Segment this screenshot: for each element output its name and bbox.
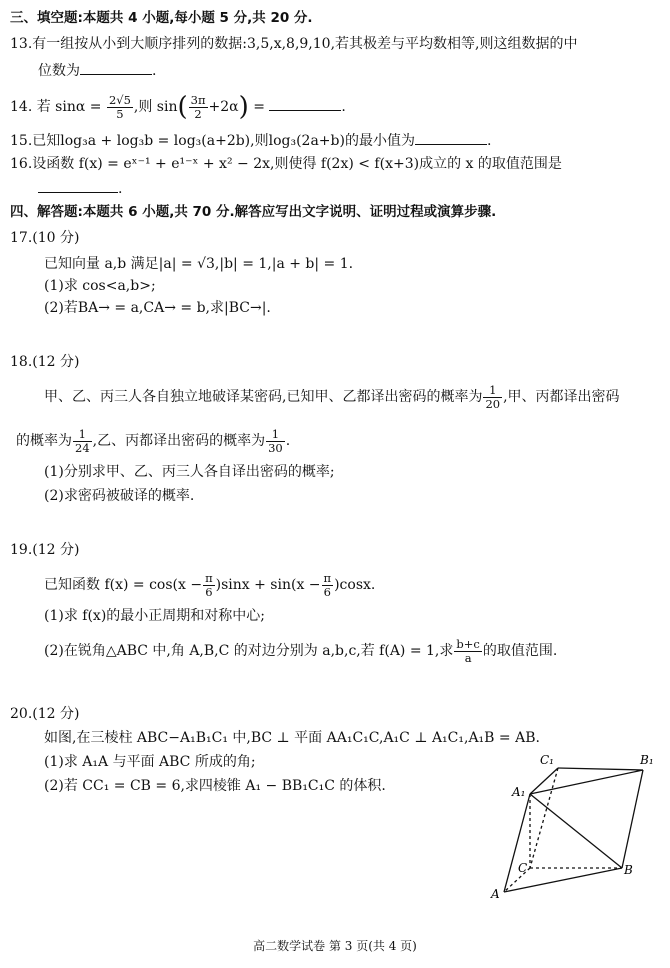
q19-frac-1 [203,572,215,599]
q18-frac2-den: 24 [75,440,90,455]
q18-frac-2 [73,428,92,455]
q14-frac1-den: 5 [116,106,124,121]
q18-l1-pre: 甲、乙、丙三人各自独立地破译某密码,已知甲、乙都译出密码的概率为 [44,389,483,405]
q19-part1: (1)求 f(x)的最小正周期和对称中心; [44,608,265,624]
q14-end: . [341,99,346,115]
q14-frac2-num: 3π [190,92,206,107]
q14-frac1-num: 2√5 [108,92,131,107]
label-A1: A₁ [512,785,526,799]
page-footer: 高二数学试卷 第 3 页(共 4 页) [253,939,417,953]
q20-stem: 如图,在三棱柱 ABC−A₁B₁C₁ 中,BC ⊥ 平面 AA₁C₁C,A₁C ⊥ A₁C₁,A₁B = AB. [44,730,540,746]
q17-part1: (1)求 cos<a,b>; [44,278,156,294]
q19-stem [44,568,375,602]
q20-header: 20.(12 分) [10,706,80,722]
q18-frac3-den: 30 [268,440,283,455]
q18-frac3-num: 1 [266,428,285,442]
q14-number: 14. [10,99,33,115]
q14-answer-blank[interactable] [269,96,341,111]
q19-s-pre: 已知函数 f(x) = cos(x − [44,577,203,593]
q19-frac-3 [454,638,481,665]
left-paren: ( [177,92,188,122]
q16-number: 16. [10,156,33,172]
question-16 [10,154,562,174]
q15-answer-blank[interactable] [415,130,487,145]
q13-line1: 有一组按从小到大顺序排列的数据:3,5,x,8,9,10,若其极差与平均数相等,则这组数据的中 [32,36,578,52]
q14-frac-1 [107,94,133,121]
q18-header: 18.(12 分) [10,354,80,370]
q18-l2-end: . [285,433,291,449]
q13-answer-blank[interactable] [80,60,152,75]
right-paren: ) [238,92,249,122]
q19-header: 19.(12 分) [10,542,80,558]
q19-frac-2 [322,572,334,599]
q13-end: . [152,63,157,79]
q15-number: 15. [10,133,33,149]
q14-pre: 若 sinα = [36,99,102,115]
q14-frac2-den: 2 [194,106,202,121]
q19-frac3-num: b+c [456,636,480,651]
q13-number: 13. [10,36,33,52]
question-13-cont [38,60,156,81]
label-B1: B₁ [640,753,654,767]
q14-mid: ,则 sin [133,99,178,115]
question-15 [10,130,491,151]
q18-frac-1 [483,384,502,411]
section-4-heading: 四、解答题:本题共 6 小题,共 70 分.解答应写出文字说明、证明过程或演算步骤. [10,204,497,220]
q16-end: . [118,181,123,197]
q19-frac3-den: a [464,650,472,665]
q18-part2: (2)求密码被破译的概率. [44,488,195,504]
section-3-heading: 三、填空题:本题共 4 小题,每小题 5 分,共 20 分. [10,10,313,26]
label-C: C [518,861,528,875]
q18-l2-mid: ,乙、丙都译出密码的概率为 [92,433,266,449]
q19-s-mid: )sinx + sin(x − [215,577,321,593]
q16-text: 设函数 f(x) = eˣ⁻¹ + e¹⁻ˣ + x² − 2x,则使得 f(2x) < f(x+3)成立的 x 的取值范围是 [32,156,562,172]
q19-p2-post: 的取值范围. [482,643,558,659]
q14-eq: = [253,99,265,115]
q17-header: 17.(10 分) [10,230,80,246]
q18-l2-pre: 的概率为 [16,433,72,449]
q19-frac2-den: 6 [323,584,331,599]
question-13 [10,34,577,54]
q19-part2 [44,634,557,668]
label-C1: C₁ [540,753,554,767]
q18-frac-3 [266,428,285,455]
label-B: B [624,863,633,877]
q15-end: . [486,133,492,149]
q16-answer-blank[interactable] [38,178,118,193]
q13-line2: 位数为 [38,63,80,79]
q19-p2-pre: (2)在锐角△ABC 中,角 A,B,C 的对边分别为 a,b,c,若 f(A) = 1,求 [44,643,454,659]
q15-text: 已知log₃a + log₃b = log₃(a+2b),则log₃(2a+b)的最小值为 [32,133,415,149]
q14-frac-2 [189,94,208,121]
prism-diagram [488,752,660,902]
q18-l1-post: ,甲、丙都译出密码 [503,389,620,405]
q18-line1 [44,380,620,414]
q19-frac1-num: π [205,570,213,585]
q18-line2 [16,424,290,458]
q17-stem: 已知向量 a,b 满足|a| = √3,|b| = 1,|a + b| = 1. [44,256,354,272]
q14-after: +2α [208,99,239,115]
q17-part2: (2)若BA→ = a,CA→ = b,求|BC→|. [44,300,271,316]
q19-frac2-num: π [323,570,332,585]
q19-s-post: )cosx. [334,577,376,593]
q18-frac1-den: 20 [485,396,501,411]
q20-part1: (1)求 A₁A 与平面 ABC 所成的角; [44,754,256,770]
q20-part2: (2)若 CC₁ = CB = 6,求四棱锥 A₁ − BB₁C₁C 的体积. [44,778,386,794]
q18-frac1-num: 1 [483,384,502,398]
q18-part1: (1)分别求甲、乙、丙三人各自译出密码的概率; [44,464,335,480]
question-16-cont [38,178,122,199]
q18-frac2-num: 1 [73,428,92,442]
label-A: A [491,887,500,901]
prism-figure [488,752,660,902]
q19-frac1-den: 6 [205,584,213,599]
question-14 [10,90,346,124]
